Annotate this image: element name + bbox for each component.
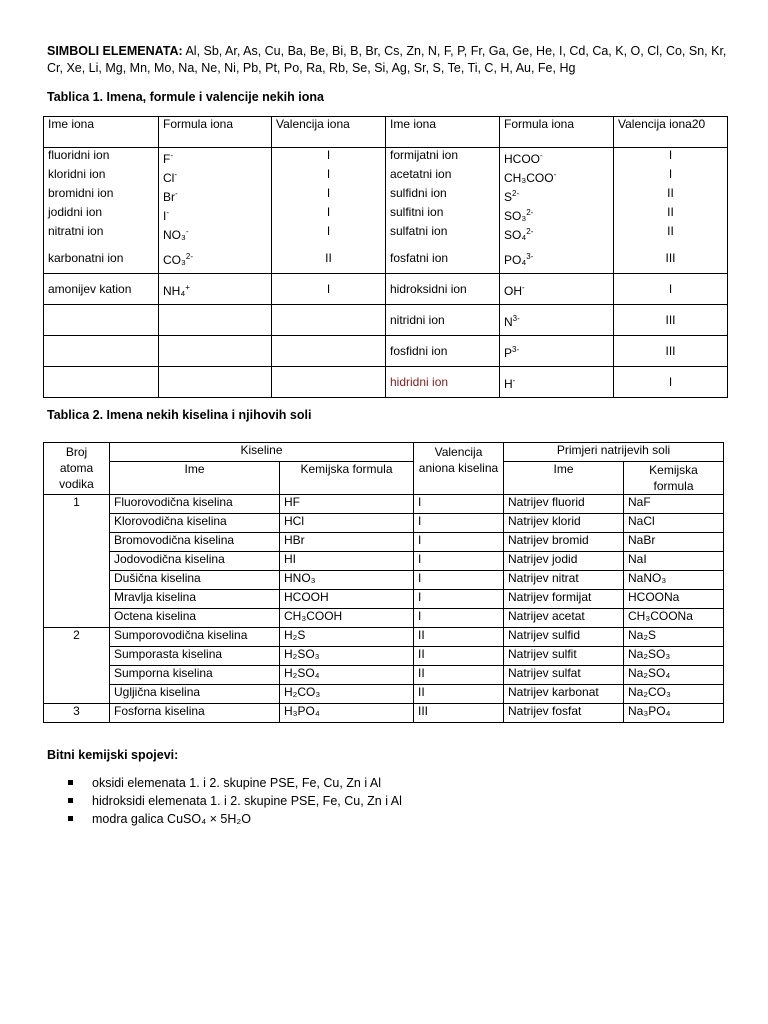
table1-cell (614, 186, 728, 205)
element-symbols-paragraph: SIMBOLI ELEMENATA: Al, Sb, Ar, As, Cu, Ba, Be, Bi, B, Br, Cs, Zn, N, F, P, Fr, Ga, Ge, He, I, Cd, Ca, K, O, Cl, Co, Sn, Kr, Cr, Xe, Li, Mg, Mn, Mo, Na, Ne, Ni, Pb, Pt, Po, Ra, Rb, Se, Si, Ag, Sr, S, Te, Ti, C, H, Au, Fe, Hg (47, 44, 727, 75)
cell-text: S (504, 190, 513, 204)
cell-text: kloridni ion (48, 167, 106, 181)
table1-cell (386, 167, 500, 186)
table1-cell (159, 205, 272, 224)
table1-cell (500, 305, 614, 336)
cell-text: OH (504, 283, 522, 298)
cell-text: III (665, 343, 676, 358)
cell-text: NH₄ (163, 283, 186, 298)
table2-cell-formula: H₂S (280, 628, 414, 647)
table1-cell (500, 336, 614, 367)
cell-text: SO₃ (504, 209, 527, 223)
table2-cell-ime: Sumporovodična kiselina (110, 628, 280, 647)
table1-cell (272, 205, 386, 224)
table1-cell (614, 224, 728, 243)
ion-charge: - (522, 282, 525, 292)
table-row (44, 647, 724, 666)
table2-cell-sol: Natrijev nitrat (504, 571, 624, 590)
table2-cell-formula: HCOOH (280, 590, 414, 609)
header-ime-soli: Ime (504, 462, 624, 495)
cell-text: CH₃COO (504, 171, 554, 185)
table1-cell (44, 186, 159, 205)
cell-text: bromidni ion (48, 186, 114, 200)
ion-charge: - (512, 375, 516, 385)
table1-header-cell: Formula iona (159, 117, 272, 148)
table1-cell (386, 186, 500, 205)
table2-cell-sol: Natrijev acetat (504, 609, 624, 628)
cell-text: sulfatni ion (390, 224, 448, 238)
cell-text: P (504, 345, 513, 360)
cell-text: PO₄ (504, 252, 527, 267)
table-row (44, 305, 728, 336)
table2-cell-val: II (414, 666, 504, 685)
compounds-title: Bitni kemijski spojevi: (47, 748, 179, 762)
cell-text: II (667, 205, 674, 219)
table2-cell-solf: NaNO₃ (624, 571, 724, 590)
header-broj-atoma-vodika: Broj atoma vodika (44, 443, 110, 495)
table1-cell (500, 274, 614, 305)
table1-cell (500, 205, 614, 224)
table2-cell-sol: Natrijev jodid (504, 552, 624, 571)
cell-text: III (665, 250, 676, 265)
header-kiseline: Kiseline (110, 443, 414, 462)
cell-text: fluoridni ion (48, 148, 110, 162)
table1-cell (386, 243, 500, 274)
cell-text: I (163, 209, 167, 223)
table2-cell-val: I (414, 533, 504, 552)
table-row (44, 243, 728, 274)
table1-cell (44, 148, 159, 168)
table2-cell-ime: Fosforna kiselina (110, 704, 280, 723)
table1-cell (500, 148, 614, 168)
table1-header-cell: Valencija iona (272, 117, 386, 148)
table1-header-cell: Ime iona (44, 117, 159, 148)
cell-text: SO₄ (504, 228, 527, 242)
table1-cell (159, 336, 272, 367)
table2-cell-solf: Na₂SO₄ (624, 666, 724, 685)
table1-cell (614, 305, 728, 336)
table2-cell-formula: HI (280, 552, 414, 571)
table2-cell-sol: Natrijev sulfit (504, 647, 624, 666)
table-row (44, 495, 724, 514)
table2-cell-ime: Bromovodična kiselina (110, 533, 280, 552)
cell-text: HCOO (504, 152, 540, 166)
table2-cell-ime: Jodovodična kiselina (110, 552, 280, 571)
table-row (44, 666, 724, 685)
table-row (44, 514, 724, 533)
table1-cell (386, 336, 500, 367)
broj-atoma-cell: 3 (44, 704, 110, 723)
table2-cell-sol: Natrijev karbonat (504, 685, 624, 704)
ion-charge: - (175, 189, 178, 198)
cell-text: Cl (163, 171, 175, 185)
broj-atoma-cell: 2 (44, 628, 110, 704)
cell-text: formijatni ion (390, 148, 459, 162)
table2-cell-val: I (414, 552, 504, 571)
cell-text: nitridni ion (390, 312, 445, 327)
table1-header-cell: Formula iona (500, 117, 614, 148)
table1-cell (272, 148, 386, 168)
table2-cell-val: I (414, 571, 504, 590)
element-symbols-label: SIMBOLI ELEMENATA (47, 44, 179, 58)
cell-text: H (504, 376, 513, 391)
table1-cell (272, 336, 386, 367)
ion-charge: 2- (185, 251, 194, 261)
cell-text: nitratni ion (48, 224, 104, 238)
table1-cell (386, 148, 500, 168)
cell-text: CO₃ (163, 252, 186, 267)
table2-cell-val: III (414, 704, 504, 723)
list-item: oksidi elemenata 1. i 2. skupine PSE, Fe, Cu, Zn i Al (68, 774, 402, 792)
table1-cell (44, 243, 159, 274)
table2-cell-ime: Mravlja kiselina (110, 590, 280, 609)
table1-cell (272, 243, 386, 274)
table2-cell-solf: NaI (624, 552, 724, 571)
table-row (44, 224, 728, 243)
acids-table (43, 442, 724, 723)
table2-cell-formula: CH₃COOH (280, 609, 414, 628)
table-row (44, 367, 728, 398)
table1-cell (159, 243, 272, 274)
table2-cell-val: II (414, 685, 504, 704)
table1-cell (614, 274, 728, 305)
ion-charge: 3- (512, 344, 520, 354)
table-row (44, 552, 724, 571)
ion-charge: 2- (526, 227, 534, 236)
ion-charge: 3- (512, 313, 520, 323)
table1-cell (159, 274, 272, 305)
cell-text: Br (163, 190, 175, 204)
element-symbols-list: Al, Sb, Ar, As, Cu, Ba, Be, Bi, B, Br, Cs, Zn, N, F, P, Fr, Ga, Ge, He, I, Cd, Ca, K, O, Cl, Co, Sn, Kr, Cr, Xe, Li, Mg, Mn, Mo, Na, Ne, Ni, Pb, Pt, Po, Ra, Rb, Se, Si, Ag, Sr, S, Te, Ti, C, H, Au, Fe, Hg (47, 44, 727, 75)
table2-cell-sol: Natrijev sulfat (504, 666, 624, 685)
table2-cell-ime: Ugljična kiselina (110, 685, 280, 704)
table-row (44, 571, 724, 590)
table1-cell (272, 305, 386, 336)
table2-cell-sol: Natrijev bromid (504, 533, 624, 552)
table-row (44, 336, 728, 367)
list-item: hidroksidi elemenata 1. i 2. skupine PSE, Fe, Cu, Zn i Al (68, 792, 402, 810)
table1-cell (44, 367, 159, 398)
table-row (44, 274, 728, 305)
header-formula-kiseline: Kemijska formula (280, 462, 414, 495)
cell-text: I (668, 374, 673, 389)
table2-cell-solf: NaBr (624, 533, 724, 552)
ion-charge: - (553, 170, 557, 179)
table1-cell (614, 367, 728, 398)
table2-cell-ime: Sumporna kiselina (110, 666, 280, 685)
square-bullet-icon (68, 816, 73, 821)
cell-text: II (325, 250, 332, 265)
ion-charge: - (166, 208, 170, 217)
table1-cell (614, 205, 728, 224)
table1-cell (44, 224, 159, 243)
table2-cell-val: I (414, 590, 504, 609)
cell-text: N (504, 314, 513, 329)
table2-cell-formula: HNO₃ (280, 571, 414, 590)
table2-cell-ime: Dušična kiselina (110, 571, 280, 590)
table1-cell (44, 205, 159, 224)
cell-text: sulfidni ion (390, 186, 447, 200)
table2-cell-solf: NaCl (624, 514, 724, 533)
header-natrijeve-soli: Primjeri natrijevih soli (504, 443, 724, 462)
ion-table (43, 116, 728, 398)
table2-cell-val: I (414, 609, 504, 628)
ion-charge: - (185, 227, 189, 236)
table2-cell-sol: Natrijev formijat (504, 590, 624, 609)
ion-charge: - (174, 170, 178, 179)
ion-charge: + (185, 282, 190, 292)
table2-cell-val: I (414, 495, 504, 514)
table2-caption: Tablica 2. Imena nekih kiselina i njihovih soli (47, 408, 312, 422)
table1-cell (159, 186, 272, 205)
table-row (44, 609, 724, 628)
table1-cell (386, 224, 500, 243)
cell-text: II (667, 186, 674, 200)
broj-atoma-cell: 1 (44, 495, 110, 628)
table1-cell (44, 305, 159, 336)
table1-cell (614, 148, 728, 168)
table-row (44, 167, 728, 186)
table2-cell-val: II (414, 647, 504, 666)
table2-cell-solf: HCOONa (624, 590, 724, 609)
header-formula-soli: Kemijska formula (624, 462, 724, 495)
table-row (44, 533, 724, 552)
table-row (44, 205, 728, 224)
list-item: modra galica CuSO₄ × 5H₂O (68, 810, 402, 828)
cell-text: I (326, 205, 331, 219)
table1-cell (500, 224, 614, 243)
square-bullet-icon (68, 798, 73, 803)
table1-cell (44, 336, 159, 367)
cell-text: I (668, 167, 673, 181)
table2-cell-formula: H₂SO₃ (280, 647, 414, 666)
table1-cell (614, 243, 728, 274)
square-bullet-icon (68, 780, 73, 785)
compounds-list (68, 774, 402, 828)
table1-cell (159, 367, 272, 398)
header-ime-kiseline: Ime (110, 462, 280, 495)
table2-cell-solf: Na₂CO₃ (624, 685, 724, 704)
cell-text: hidroksidni ion (390, 281, 467, 296)
cell-text: I (668, 281, 673, 296)
cell-text: I (326, 167, 331, 181)
cell-text: NO₃ (163, 228, 186, 242)
cell-text: fosfatni ion (390, 250, 449, 265)
cell-text: II (667, 224, 674, 238)
table1-cell (272, 274, 386, 305)
table1-cell (500, 243, 614, 274)
ion-charge: - (540, 151, 543, 160)
table2-cell-sol: Natrijev sulfid (504, 628, 624, 647)
cell-text: I (326, 281, 331, 296)
table2-cell-solf: Na₂S (624, 628, 724, 647)
table1-cell (159, 167, 272, 186)
table1-cell (272, 167, 386, 186)
cell-text: I (326, 186, 331, 200)
table1-cell (500, 367, 614, 398)
table1-cell (614, 336, 728, 367)
table1-cell (44, 167, 159, 186)
table-row (44, 590, 724, 609)
cell-text: karbonatni ion (48, 250, 124, 265)
cell-text: sulfitni ion (390, 205, 444, 219)
table-row (44, 704, 724, 723)
table2-cell-formula: H₂CO₃ (280, 685, 414, 704)
table1-cell (386, 274, 500, 305)
table2-cell-sol: Natrijev fosfat (504, 704, 624, 723)
cell-text: I (326, 148, 331, 162)
header-valencija-aniona: Valencija aniona kiselina (414, 443, 504, 495)
cell-text: jodidni ion (48, 205, 103, 219)
table-row (44, 685, 724, 704)
table2-cell-ime: Fluorovodična kiselina (110, 495, 280, 514)
table2-cell-ime: Sumporasta kiselina (110, 647, 280, 666)
table1-cell (500, 167, 614, 186)
table2-cell-formula: HCl (280, 514, 414, 533)
table1-cell (614, 167, 728, 186)
table1-cell (500, 186, 614, 205)
table2-cell-val: II (414, 628, 504, 647)
table-row (44, 628, 724, 647)
table2-cell-ime: Klorovodična kiselina (110, 514, 280, 533)
ion-charge: - (170, 151, 174, 160)
table2-cell-val: I (414, 514, 504, 533)
table1-cell (272, 367, 386, 398)
table1-cell (272, 186, 386, 205)
table1-caption: Tablica 1. Imena, formule i valencije nekih iona (47, 90, 324, 104)
table2-cell-formula: H₂SO₄ (280, 666, 414, 685)
table-row (44, 148, 728, 168)
table2-cell-solf: CH₃COONa (624, 609, 724, 628)
cell-text: III (665, 312, 676, 327)
table2-cell-formula: HF (280, 495, 414, 514)
table1-cell (159, 148, 272, 168)
ion-charge: 2- (512, 189, 520, 198)
cell-text: F (163, 152, 171, 166)
table2-cell-solf: NaF (624, 495, 724, 514)
table1-cell (386, 205, 500, 224)
table2-cell-sol: Natrijev klorid (504, 514, 624, 533)
table1-cell (159, 224, 272, 243)
table1-header-cell: Ime iona (386, 117, 500, 148)
table1-cell (44, 274, 159, 305)
table2-cell-formula: HBr (280, 533, 414, 552)
ion-charge: 3- (526, 251, 534, 261)
cell-text: hidridni ion (390, 374, 449, 389)
table2-cell-sol: Natrijev fluorid (504, 495, 624, 514)
table2-cell-solf: Na₃PO₄ (624, 704, 724, 723)
cell-text: I (326, 224, 331, 238)
cell-text: I (668, 148, 673, 162)
table1-header-cell: Valencija iona20 (614, 117, 728, 148)
table1-cell (386, 305, 500, 336)
table1-cell (272, 224, 386, 243)
ion-charge: 2- (526, 208, 534, 217)
table2-cell-formula: H₃PO₄ (280, 704, 414, 723)
table-row (44, 186, 728, 205)
cell-text: fosfidni ion (390, 343, 448, 358)
table2-cell-ime: Octena kiselina (110, 609, 280, 628)
cell-text: amonijev kation (48, 281, 132, 296)
table1-cell (386, 367, 500, 398)
table1-cell (159, 305, 272, 336)
cell-text: acetatni ion (390, 167, 452, 181)
table2-cell-solf: Na₂SO₃ (624, 647, 724, 666)
